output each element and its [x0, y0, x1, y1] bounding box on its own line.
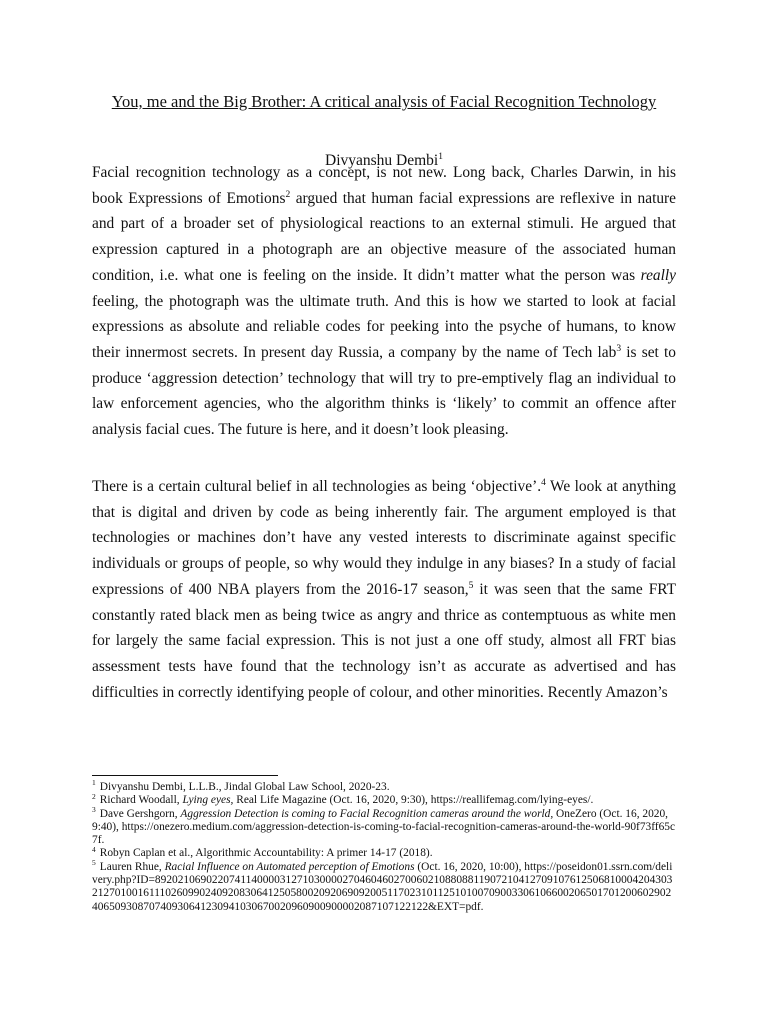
- paragraph-1-text-d: is set to produce ‘aggression detection’ technology that will try to pre-emptively flag an individual to law enforcement agencies, who the algorithm thinks is ‘likely’ to commit an offence after analysis facial cues. The future is here, and it doesn’t look pleasing.: [92, 343, 676, 439]
- footnote-title: Aggression Detection is coming to Facial Recognition cameras around the world,: [180, 807, 554, 820]
- footnote-number: 4: [92, 844, 96, 854]
- footnote-ref-1[interactable]: 1: [438, 151, 443, 162]
- author-name: Divyanshu Dembi: [325, 152, 439, 169]
- paragraph-1-text-c: feeling, the photograph was the ultimate truth. And this is how we started to look at facial expressions as absolute and reliable codes for peeking into the psyche of humans, to know their innermost secrets. In present day Russia, a company by the name of Tech lab: [92, 292, 676, 361]
- paragraph-2: [92, 474, 676, 705]
- footnote-ref-3[interactable]: 3: [616, 343, 622, 354]
- footnote-text: Lauren Rhue,: [99, 860, 165, 873]
- paragraph-1-text-b: argued that human facial expressions are reflexive in nature and part of a broader set of physiological reactions to an external stimuli. He argued that expression captured in a photograph are an objective measure of the associated human condition, i.e. what one is feeling on the inside. It didn’t matter what the person was: [92, 189, 677, 284]
- footnote-text: Richard Woodall,: [99, 794, 183, 807]
- footnote-number: 2: [92, 791, 96, 801]
- footnote-number: 1: [92, 778, 96, 788]
- emphasis-really: really: [640, 266, 676, 284]
- footnote-text: Divyanshu Dembi, L.L.B., Jindal Global Law School, 2020-23.: [99, 781, 390, 793]
- footnote-ref-5[interactable]: 5: [468, 580, 474, 591]
- footnote-source[interactable]: (Oct. 16, 2020, 10:00), https://poseidon01.ssrn.com/delivery.php?ID=892021069022074114000031271030000270460460270060210880881190721041270910761250681000420430321270100161110260990240920830641250580020920690920051170231011251010070900330610660020650170120060290240650930870740930641230941030670020960900900002087107122122&EXT=pdf.: [92, 860, 673, 913]
- footnote-text: Dave Gershgorn,: [99, 807, 181, 820]
- footnote-text: Robyn Caplan et al., Algorithmic Accountability: A primer 14-17 (2018).: [99, 847, 433, 860]
- footnote-2: [92, 791, 676, 807]
- footnote-ref-2[interactable]: 2: [285, 189, 291, 200]
- paragraph-2-text-b: We look at anything that is digital and driven by code as being inherently fair. The argument employed is that technologies or machines don’t have any vested interests to discriminate against specific individuals or groups of people, so why would they indulge in any biases? In a study of facial expressions of 400 NBA players from the 2016-17 season,: [92, 478, 676, 598]
- footnote-title: Racial Influence on Automated perception of Emotions: [164, 860, 415, 873]
- footnote-title: Lying eyes,: [182, 794, 234, 807]
- footnote-source[interactable]: Real Life Magazine (Oct. 16, 2020, 9:30), https://reallifemag.com/lying-eyes/.: [233, 794, 594, 807]
- footnote-number: 3: [92, 804, 96, 814]
- footnote-source[interactable]: OneZero (Oct. 16, 2020, 9:40), https://onezero.medium.com/aggression-detection-is-coming-to-facial-recognition-cameras-around-the-world-90f73ff65c7f.: [92, 807, 676, 847]
- paragraph-1: [92, 160, 676, 443]
- paragraph-2-text-c: it was seen that the same FRT constantly rated black men as being twice as angry and thrice as contemptuous as white men for largely the same facial expression. This is not just a one off study, almost all FRT bias assessment tests have found that the technology isn’t as accurate as advertised and has difficulties in correctly identifying people of colour, and other minorities. Recently Amazon’s: [92, 580, 676, 701]
- footnote-3: [92, 804, 676, 848]
- paragraph-1-text-a: Facial recognition technology as a concept, is not new. Long back, Charles Darwin, in his book Expressions of Emotions: [92, 164, 676, 207]
- footnote-4: [92, 844, 676, 860]
- footnote-separator: [92, 775, 278, 776]
- paper-title: You, me and the Big Brother: A critical analysis of Facial Recognition Technology: [111, 92, 657, 111]
- footnote-5: [92, 857, 676, 914]
- footnote-1: [92, 778, 676, 794]
- footnote-ref-4[interactable]: 4: [541, 477, 546, 488]
- footnotes: [92, 778, 676, 914]
- paragraph-2-text-a: There is a certain cultural belief in all technologies as being ‘objective’.: [92, 478, 542, 495]
- footnote-number: 5: [92, 857, 96, 867]
